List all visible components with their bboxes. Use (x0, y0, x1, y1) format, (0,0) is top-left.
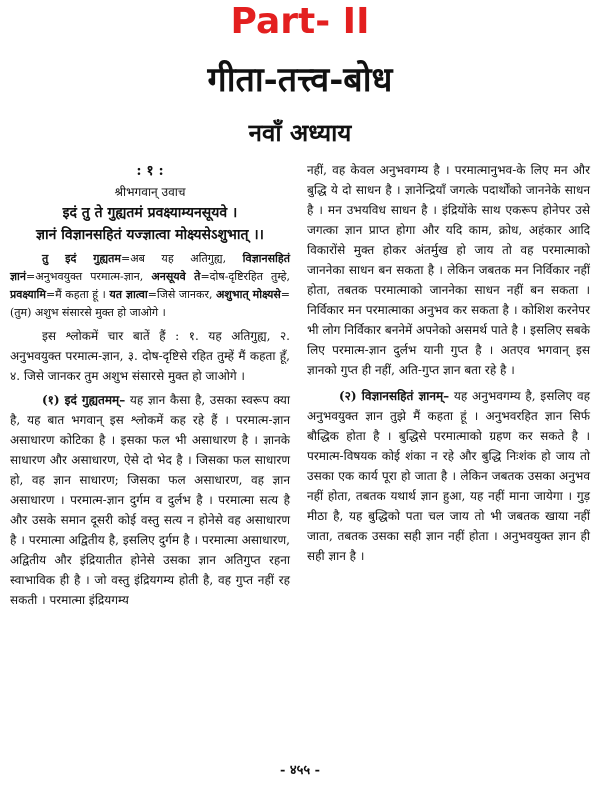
gloss-term: यत ज्ञात्वा (109, 288, 148, 301)
paragraph-guhyatamam (10, 390, 290, 610)
page-number: - ४५५ - (279, 763, 321, 778)
paragraph-continuation: नहीं, वह केवल अनुभवगम्य है । परमात्मानुभव-के लिए मन और बुद्धि ये दो साधन है । ज्ञानेन्द्रियाँ जगत्के पदार्थोंको जाननेके साधन है । मन उभयविध साधन है । इंद्रियोंके साथ एकरूप होनेपर उसे जगत्का ज्ञान प्राप्त होगा और यदि काम, क्रोध, अहंकार आदि विकारोंसे मुक्त होकर अंतर्मुख हो जाय तो वह परमात्माको जाननेका साधन बन सकता है । लेकिन जबतक मन निर्विकार नहीं होता, तबतक परमात्माको जाननेका साधन नहीं बन सकता । निर्विकार मन परमात्माका अनुभव कर सकता है । कोशिश करनेपर भी लोग निर्विकार बननेमें अपनेको असमर्थ पाते है । इसलिए सबके लिए परमात्म-ज्ञान दुर्लभ यानी गुप्त है । अतएव भगवान् इस ज्ञानको गुप्त ही नहीं, अति-गुप्त ज्ञान बता रहे है । (307, 163, 590, 377)
section-text: यह अनुभवगम्य है, इसलिए वह अनुभवयुक्त ज्ञान तुझे मैं कहता हूं । अनुभवरहित ज्ञान सिर्फ बौद्धिक होता है । बुद्धिसे परमात्माको ग्रहण कर सकते है । परमात्म-विषयक कोई शंका न रहे और बुद्धि निःशंक हो जाय तो उसका एक कार्य पूरा हो जाता है । लेकिन जबतक उसका अनुभव नहीं होता, तबतक यथार्थ ज्ञान हुआ, यह नहीं माना जायेगा । गुड़ मीठा है, यह बुद्धिको पता चल जाय तो भी जबतक खाया नहीं जाता, तबतक उसका सही ज्ञान नहीं होता । अनुभवयुक्त ज्ञान ही सही ज्ञान है । (307, 389, 590, 563)
verse-line-2: ज्ञानं विज्ञानसहितं यज्ज्ञात्वा मोक्ष्यसेऽशुभात् ।। (36, 227, 264, 243)
paragraph-vijnanasahitam (307, 386, 590, 566)
gloss-meaning: =मैं कहता हूं । (45, 288, 110, 301)
part-heading: Part- II (230, 1, 370, 42)
verse-number: : १ : (136, 163, 164, 179)
verse-line-1: इदं तु ते गुह्यतमं प्रवक्ष्याम्यनसूयवे । (62, 205, 238, 221)
book-title: गीता-तत्त्व-बोध (207, 60, 393, 100)
paragraph-four-points: इस श्लोकमें चार बातें हैं : १. यह अतिगुह्य, २. अनुभवयुक्त परमात्म-ज्ञान, ३. दोष-दृष्टिसे रहित तुम्हें मैं कहता हूँ, ४. जिसे जानकर तुम अशुभ संसारसे मुक्त हो जाओगे । (10, 329, 290, 383)
gloss-term: अनसूयवे ते (151, 270, 201, 283)
word-gloss (10, 250, 290, 322)
speaker-line: श्रीभगवान् उवाच (114, 185, 186, 199)
left-column (10, 160, 290, 610)
gloss-meaning: =अनुभवयुक्त परमात्म-ज्ञान, (26, 270, 152, 283)
section-label: (२) विज्ञानसहितं ज्ञानम्– (339, 389, 450, 403)
gloss-term: विज्ञानसहितं ज्ञानं (10, 252, 291, 283)
gloss-meaning: =(तुम) अशुभ संसारसे मुक्त हो जाओगे । (10, 288, 290, 319)
section-text: यह ज्ञान कैसा है, उसका स्वरूप क्या है, यह बात भगवान् इस श्लोकमें कह रहे हैं । परमात्म-ज्ञान असाधारण कोटिका है । इसका फल भी असाधारण है । ज्ञानके साधारण और असाधारण, ऐसे दो भेद है । जिसका फल साधारण हो, वह ज्ञान साधारण; जिसका फल असाधारण, वह ज्ञान असाधारण । परमात्म-ज्ञान दुर्गम व दुर्लभ है । परमात्मा सत्य है और उसके समान दूसरी कोई वस्तु सत्य न होनेसे वह असाधारण है । परमात्मा अद्वितीय है, इसलिए दुर्गम है । परमात्मा असाधारण, अद्वितीय और इंद्रियातीत होनेसे उसका ज्ञान अतिगुप्त रहना स्वाभाविक ही है । जो वस्तु इंद्रियगम्य होती है, वह गुप्त नहीं रह सकती । परमात्मा इंद्रियगम्य (10, 393, 290, 607)
gloss-meaning: =दोष-दृष्टिरहित तुम्हे, (200, 270, 290, 283)
gloss-meaning: =जिसे जानकर, (147, 288, 217, 301)
right-column (307, 160, 590, 566)
gloss-term: अशुभात् मोक्ष्यसे (216, 288, 281, 301)
section-label: (१) इदं गुह्यतमम्– (42, 393, 126, 407)
gloss-term: तु इदं गुह्यतम (42, 252, 121, 265)
chapter-title: नवाँ अध्याय (248, 118, 352, 147)
gloss-meaning: =अब यह अतिगुह्य, (120, 252, 243, 265)
gloss-term: प्रवक्ष्यामि (10, 288, 46, 301)
